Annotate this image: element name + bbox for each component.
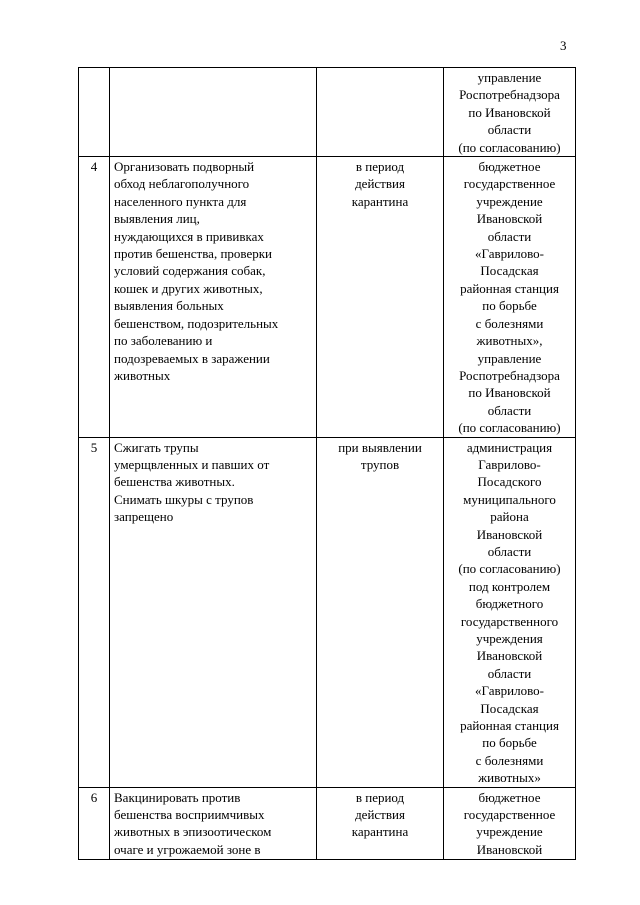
cell-text-line: Сжигать трупы — [114, 439, 199, 455]
cell-text-line: против бешенства, проверки — [114, 246, 273, 262]
cell-text-line: области — [487, 665, 532, 681]
cell-text-line: бешенством, подозрительных — [114, 315, 279, 331]
cell-text-line: Ивановской — [476, 841, 543, 857]
row-number-cell — [79, 68, 110, 157]
page-number: 3 — [560, 38, 567, 53]
cell-text-line: действия — [355, 807, 405, 823]
cell-text-line: управление — [477, 70, 542, 85]
cell-text-line: муниципального — [463, 491, 556, 507]
table-row-5 — [79, 437, 576, 787]
cell-text-line: Ивановской — [476, 526, 543, 542]
cell-text-line: запрещено — [114, 509, 174, 525]
cell-text-line: с болезнями — [475, 752, 544, 768]
cell-text-line: животных», — [476, 333, 543, 349]
cell-text-line: по заболеванию и — [114, 333, 213, 349]
term-cell — [317, 437, 444, 787]
cell-text-line: районная станция — [460, 718, 559, 734]
cell-text-line: Снимать шкуры с трупов — [114, 491, 254, 507]
cell-text-line: выявления больных — [114, 298, 224, 314]
cell-text-line: карантина — [351, 824, 409, 840]
cell-text-line: бюджетное — [478, 159, 541, 175]
cell-text-line: животных» — [478, 770, 541, 786]
cell-text-line: (по согласованию) — [458, 420, 561, 436]
cell-text-line: Ивановской — [476, 211, 543, 227]
cell-text-line: учреждение — [476, 824, 543, 840]
cell-text-line: области — [487, 543, 532, 559]
cell-text-line: «Гаврилово- — [475, 246, 544, 262]
cell-text-line: по Ивановской — [468, 104, 551, 120]
term-cell — [317, 68, 444, 157]
table-row-6 — [79, 787, 576, 859]
cell-text-line: Вакцинировать против — [114, 789, 241, 805]
cell-text-line: администрация — [466, 439, 553, 455]
responsible-cell — [444, 157, 576, 438]
action-cell — [110, 68, 317, 157]
cell-text-line: Роспотребнадзора — [459, 87, 560, 103]
responsible-cell — [444, 437, 576, 787]
cell-text-line: области — [487, 228, 532, 244]
cell-text-line: «Гаврилово- — [475, 683, 544, 699]
cell-text-line: умерщвленных и павших от — [114, 456, 270, 472]
cell-text-line: животных — [114, 367, 171, 383]
cell-text-line: управление — [477, 350, 542, 366]
cell-text-line: государственное — [463, 807, 556, 823]
action-cell — [110, 787, 317, 859]
row-number-cell: 6 — [79, 787, 110, 859]
cell-text-line: в период — [355, 789, 405, 805]
cell-text-line: Посадская — [480, 700, 539, 716]
cell-text-line: под контролем — [468, 578, 551, 594]
cell-text-line: действия — [355, 176, 405, 192]
table-row-continuation — [79, 68, 576, 157]
cell-text-line: карантина — [351, 193, 409, 209]
cell-text-line: трупов — [360, 456, 400, 472]
cell-text-line: по борьбе — [482, 735, 537, 751]
cell-text-line: по борьбе — [482, 298, 537, 314]
cell-text-line: области — [487, 122, 532, 138]
row-number-cell: 5 — [79, 437, 110, 787]
measures-table — [78, 67, 576, 860]
cell-text-line: кошек и других животных, — [114, 280, 263, 296]
cell-text-line: при выявлении — [338, 439, 422, 455]
cell-text-line: государственное — [463, 176, 556, 192]
cell-text-line: подозреваемых в заражении — [114, 350, 270, 366]
cell-text-line: с болезнями — [475, 315, 544, 331]
cell-text-line: Организовать подворный — [114, 159, 255, 175]
responsible-cell — [444, 787, 576, 859]
cell-text-line: по Ивановской — [468, 385, 551, 401]
cell-text-line: Посадского — [477, 474, 542, 490]
cell-text-line: очаге и угрожаемой зоне в — [114, 841, 261, 857]
cell-text-line: учреждения — [476, 631, 543, 646]
term-cell — [317, 157, 444, 438]
cell-text-line: бюджетное — [478, 789, 541, 805]
cell-text-line: бешенства животных. — [114, 474, 235, 490]
responsible-cell — [444, 68, 576, 157]
cell-text-line: Ивановской — [476, 648, 543, 664]
cell-text-line: учреждение — [476, 193, 543, 209]
cell-text-line: бюджетного — [475, 596, 544, 612]
cell-text-line: выявления лиц, — [114, 211, 200, 227]
cell-text-line: Роспотребнадзора — [459, 367, 560, 383]
cell-text-line: области — [487, 402, 532, 418]
cell-text-line: государственного — [460, 613, 559, 629]
action-cell — [110, 437, 317, 787]
table-row-4 — [79, 157, 576, 438]
action-cell — [110, 157, 317, 438]
cell-text-line: условий содержания собак, — [114, 263, 266, 279]
cell-text-line: населенного пункта для — [114, 193, 247, 209]
cell-text-line: обход неблагополучного — [114, 176, 250, 192]
cell-text-line: (по согласованию) — [458, 561, 561, 577]
cell-text-line: Посадская — [480, 263, 539, 279]
cell-text-line: животных в эпизоотическом — [114, 824, 272, 840]
cell-text-line: нуждающихся в прививках — [114, 228, 264, 244]
term-cell — [317, 787, 444, 859]
cell-text-line: (по согласованию) — [458, 139, 561, 155]
cell-text-line: районная станция — [460, 280, 559, 296]
cell-text-line: в период — [355, 159, 405, 175]
cell-text-line: района — [490, 509, 529, 525]
cell-text-line: Гаврилово- — [478, 456, 541, 472]
cell-text-line: бешенства восприимчивых — [114, 807, 265, 823]
row-number-cell: 4 — [79, 157, 110, 438]
